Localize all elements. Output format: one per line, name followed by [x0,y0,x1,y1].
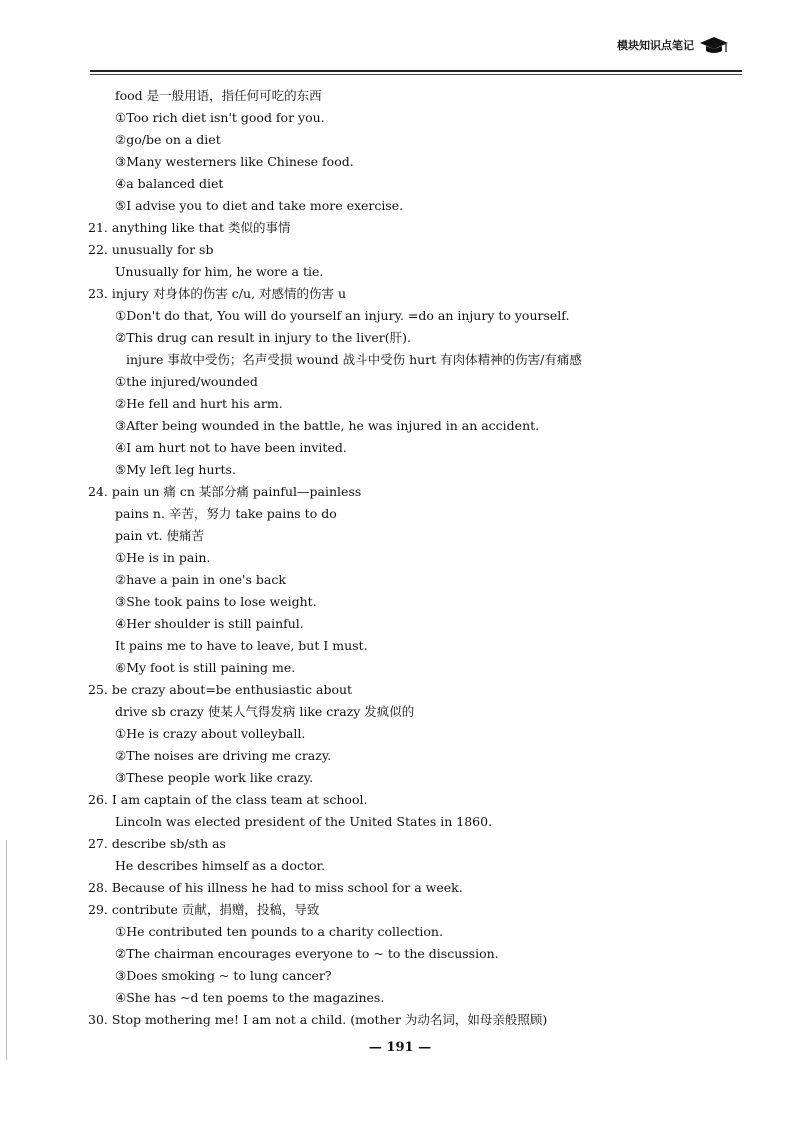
note-line: ①the injured/wounded [115,374,258,389]
margin-line [6,840,7,1060]
note-line: pains n. 辛苦，努力 take pains to do [115,506,337,521]
note-line: 23. injury 对身体的伤害 c/u, 对感情的伤害 u [88,286,347,301]
note-line: ①Don't do that, You will do yourself an injury. =do an injury to yourself. [115,308,570,323]
note-line: ⑥My foot is still paining me. [115,660,296,675]
note-line: 29. contribute 贡献，捐赠，投稿，导致 [88,902,320,917]
note-line: ③Many westerners like Chinese food. [115,154,354,169]
note-line: ④a balanced diet [115,176,224,191]
note-line: ⑤I advise you to diet and take more exercise. [115,198,404,213]
note-line: pain vt. 使痛苦 [115,528,205,543]
note-line: ④She has ~d ten poems to the magazines. [115,990,385,1005]
note-line: Unusually for him, he wore a tie. [115,264,324,279]
note-line: food 是一般用语，指任何可吃的东西 [115,88,322,103]
notes-body [88,85,728,1031]
graduation-cap-icon [698,36,730,54]
note-line: He describes himself as a doctor. [115,858,326,873]
note-line: ②The noises are driving me crazy. [115,748,332,763]
note-line: ①He is crazy about volleyball. [115,726,306,741]
note-line: 22. unusually for sb [88,242,214,257]
note-line: ④Her shoulder is still painful. [115,616,304,631]
note-line: 28. Because of his illness he had to miss school for a week. [88,880,463,895]
note-line: 27. describe sb/sth as [88,836,226,851]
note-line: ⑤My left leg hurts. [115,462,236,477]
note-line: drive sb crazy 使某人气得发病 like crazy 发疯似的 [115,704,415,719]
note-line: Lincoln was elected president of the United States in 1860. [115,814,493,829]
note-line: ③She took pains to lose weight. [115,594,317,609]
note-line: ②have a pain in one's back [115,572,286,587]
note-line: ③These people work like crazy. [115,770,314,785]
note-line: injure 事故中受伤；名声受损 wound 战斗中受伤 hurt 有肉体精神的伤害/有痛感 [126,352,582,367]
note-line: ④I am hurt not to have been invited. [115,440,347,455]
note-line: ③Does smoking ~ to lung cancer? [115,968,332,983]
note-line: ②The chairman encourages everyone to ~ to the discussion. [115,946,499,961]
running-header [617,36,730,54]
note-line: ②He fell and hurt his arm. [115,396,283,411]
note-line: ①He is in pain. [115,550,211,565]
note-line: 24. pain un 痛 cn 某部分痛 painful—painless [88,484,362,499]
header-title: 模块知识点笔记 [617,39,694,52]
page-number: — 191 — [368,1040,432,1055]
note-line: ②go/be on a diet [115,132,221,147]
note-line: 26. I am captain of the class team at school. [88,792,368,807]
note-line: 21. anything like that 类似的事情 [88,220,291,235]
note-line: ①Too rich diet isn't good for you. [115,110,325,125]
note-line: ③After being wounded in the battle, he was injured in an accident. [115,418,540,433]
header-rule-thin [90,74,742,75]
note-line: It pains me to have to leave, but I must. [115,638,368,653]
note-line: ①He contributed ten pounds to a charity collection. [115,924,443,939]
header-rule [90,70,742,72]
note-line: 25. be crazy about=be enthusiastic about [88,682,353,697]
note-line: ②This drug can result in injury to the liver(肝). [115,330,411,345]
note-line: 30. Stop mothering me! I am not a child. (mother 为动名词，如母亲般照顾) [88,1012,548,1027]
